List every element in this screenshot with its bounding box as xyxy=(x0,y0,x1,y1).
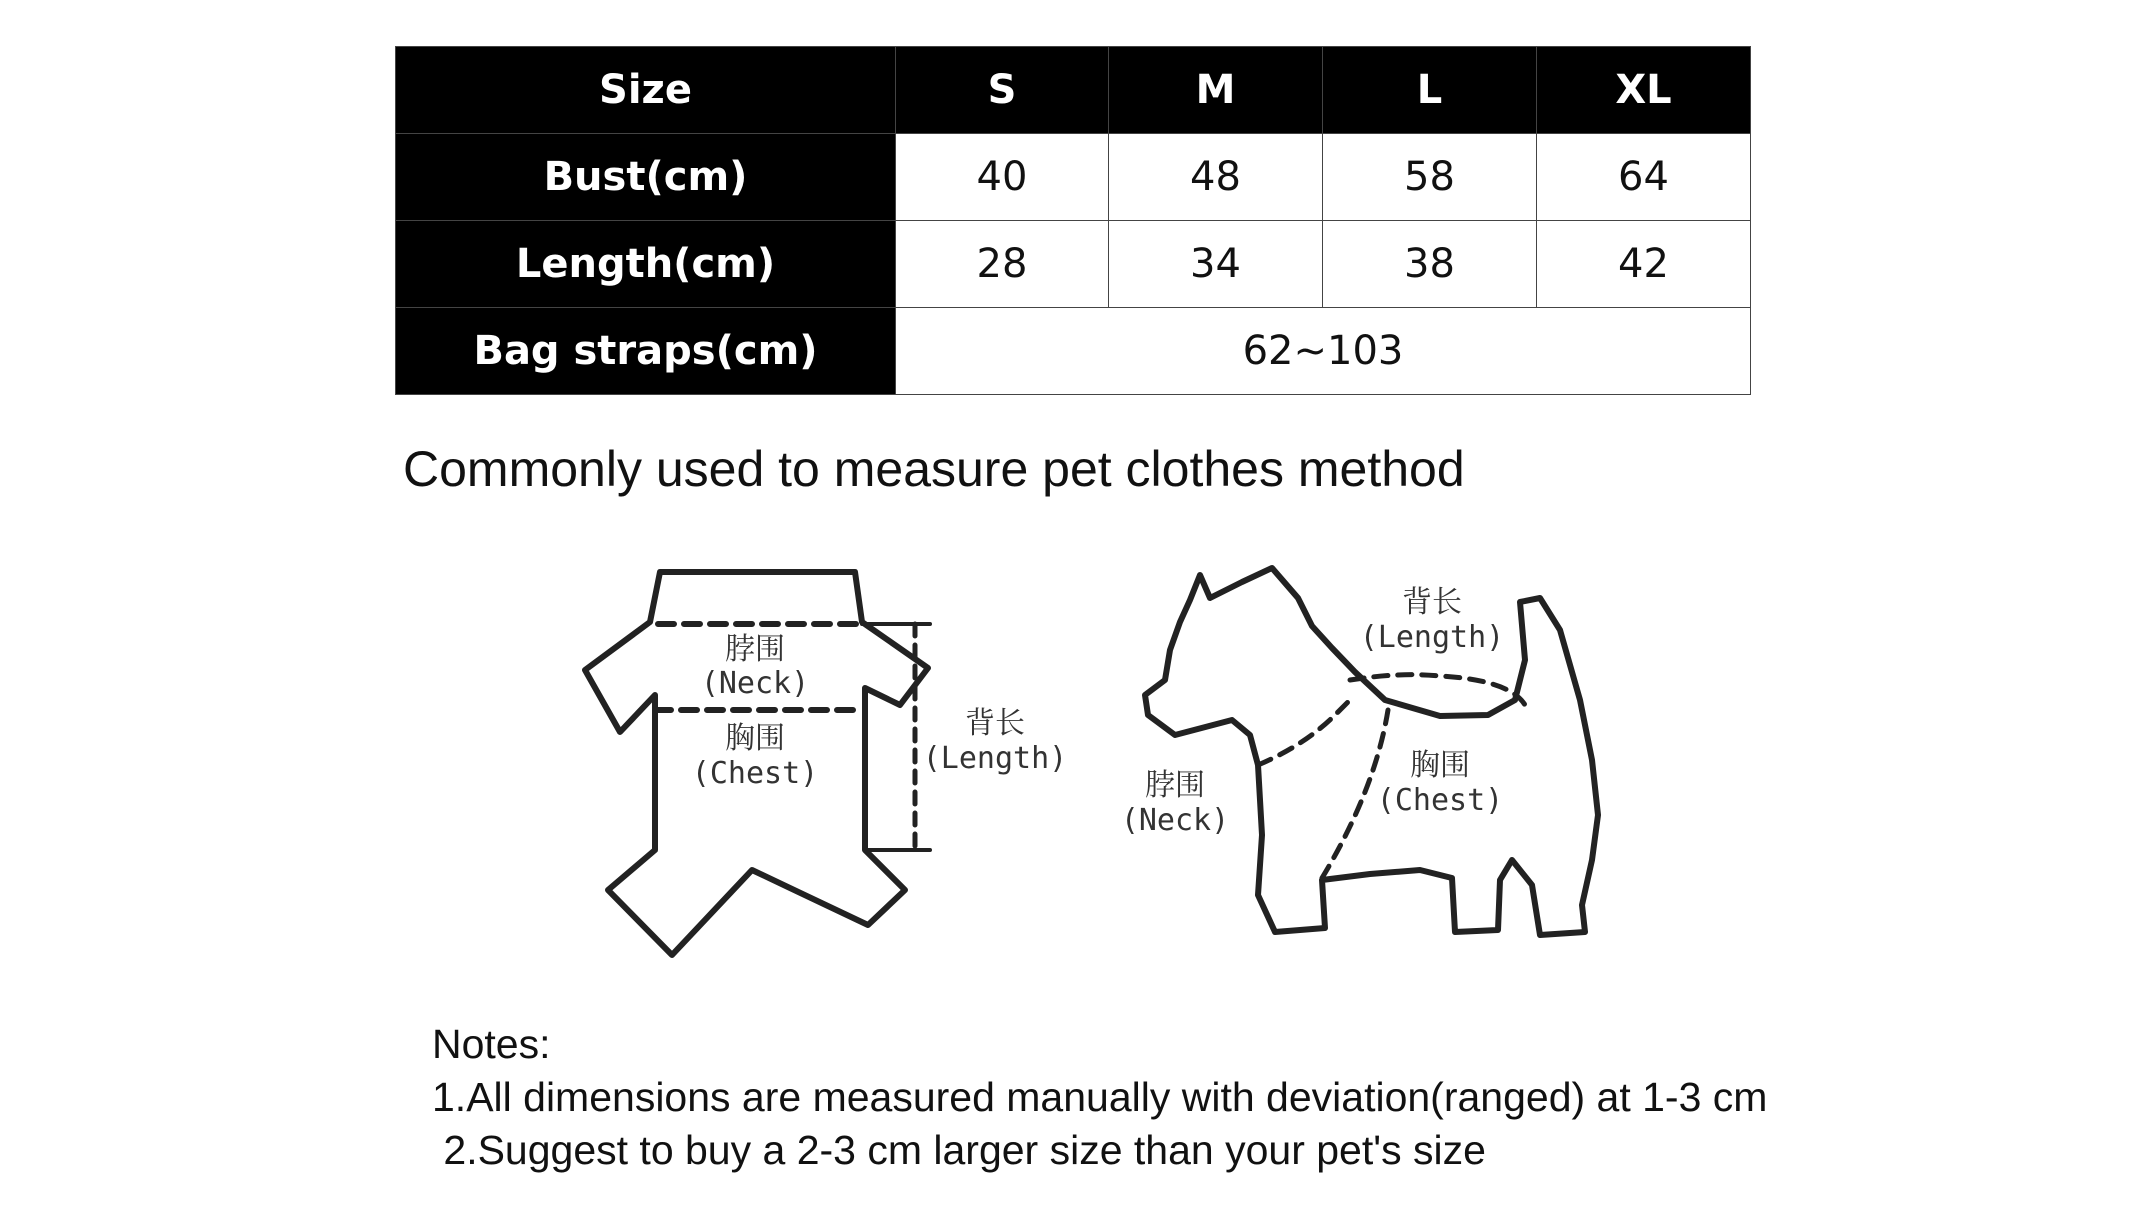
row-label-straps: Bag straps(cm) xyxy=(396,308,896,395)
left-length-en: (Length) xyxy=(922,741,1068,776)
dog-neck-line xyxy=(1258,698,1352,765)
length-l: 38 xyxy=(1323,221,1537,308)
straps-value: 62~103 xyxy=(896,308,1751,395)
right-neck-en: (Neck) xyxy=(1120,803,1230,838)
right-length-cn: 背长 xyxy=(1402,585,1462,620)
row-label-length: Length(cm) xyxy=(396,221,896,308)
length-xl: 42 xyxy=(1537,221,1751,308)
header-s: S xyxy=(896,47,1109,134)
notes-heading: Notes: xyxy=(432,1021,551,1067)
left-neck-cn: 脖围 xyxy=(725,632,785,667)
row-label-bust: Bust(cm) xyxy=(396,134,896,221)
method-title: Commonly used to measure pet clothes method xyxy=(403,441,1465,497)
length-s: 28 xyxy=(896,221,1109,308)
left-chest-en: (Chest) xyxy=(691,756,819,791)
left-chest-cn: 胸围 xyxy=(725,721,785,756)
right-chest-en: (Chest) xyxy=(1376,783,1504,818)
right-neck-cn: 脖围 xyxy=(1145,768,1205,803)
right-chest-cn: 胸围 xyxy=(1410,748,1470,783)
left-length-cn: 背长 xyxy=(965,706,1025,741)
bust-s: 40 xyxy=(896,134,1109,221)
header-size: Size xyxy=(396,47,896,134)
left-neck-en: (Neck) xyxy=(700,666,810,701)
note-item: 2.Suggest to buy a 2-3 cm larger size than your pet's size xyxy=(432,1127,1486,1173)
notes-section xyxy=(432,1018,1767,1177)
header-l: L xyxy=(1323,47,1537,134)
header-xl: XL xyxy=(1537,47,1751,134)
length-m: 34 xyxy=(1109,221,1323,308)
right-length-en: (Length) xyxy=(1359,620,1505,655)
bust-l: 58 xyxy=(1323,134,1537,221)
bust-xl: 64 xyxy=(1537,134,1751,221)
bust-m: 48 xyxy=(1109,134,1323,221)
note-item: 1.All dimensions are measured manually with deviation(ranged) at 1-3 cm xyxy=(432,1074,1768,1120)
header-m: M xyxy=(1109,47,1323,134)
